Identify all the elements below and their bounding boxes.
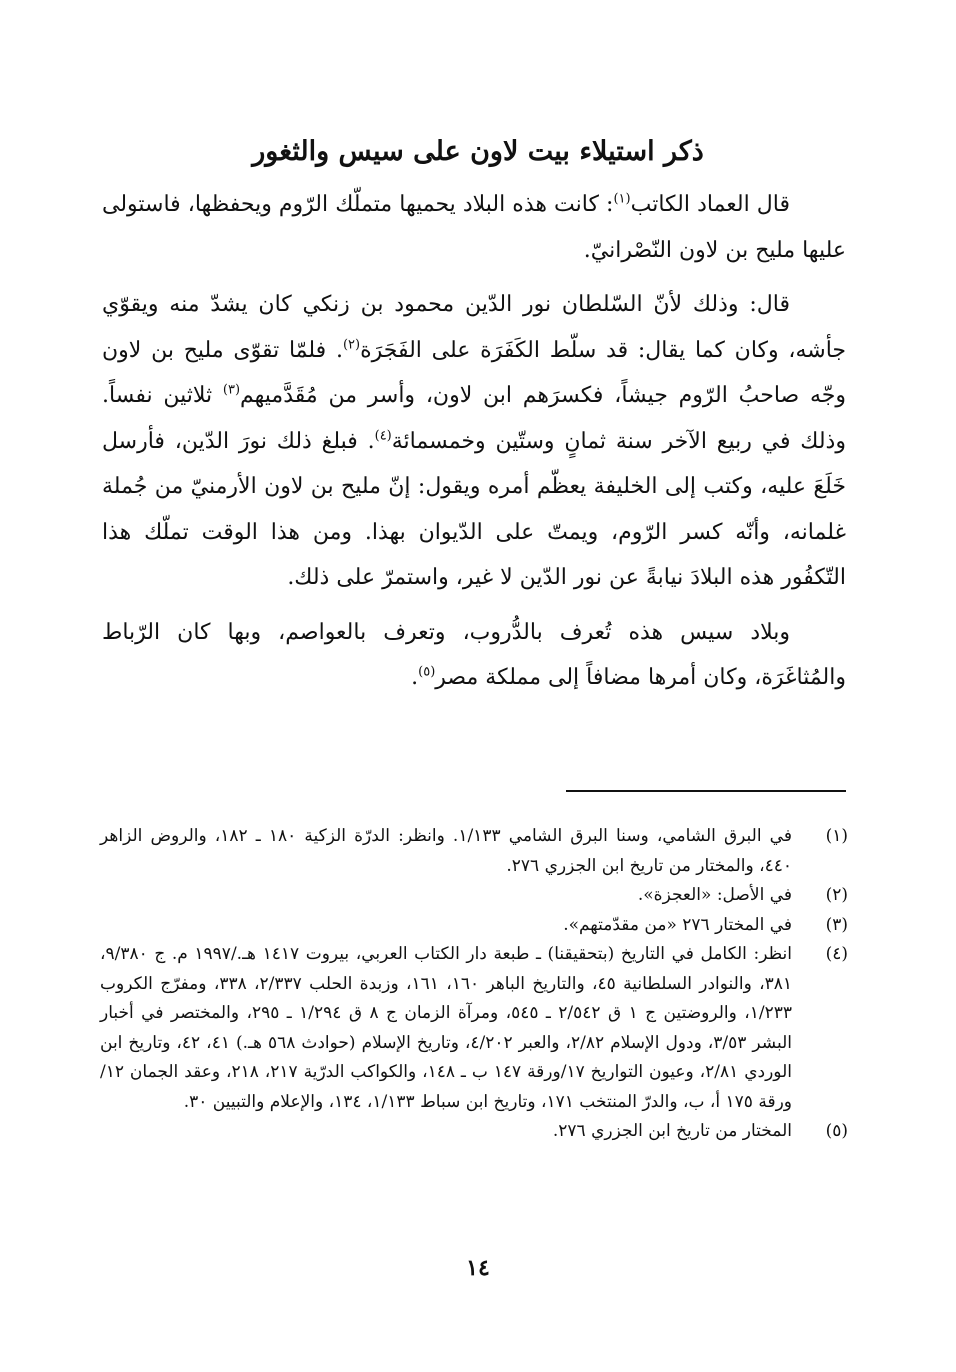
paragraph-1 — [102, 182, 846, 273]
footnote-number: (١) — [825, 826, 848, 846]
section-title: ذكر استيلاء بيت لاون على سيس والثغور — [252, 136, 704, 167]
page-number: ١٤ — [466, 1255, 490, 1281]
footnote-text: في البرق الشامي، وسنا البرق الشامي ١/١٣٣. وانظر: الدرّة الزكية ١٨٠ ـ ١٨٢، والروض الزاهر ٤٤٠، والمختار من تاريخ ابن الجزري ٢٧٦. — [100, 826, 792, 876]
main-text — [102, 182, 846, 710]
paragraph-text: . — [411, 665, 419, 690]
paragraph-text: قال: وذلك لأنّ السّلطان نور الدّين محمود بن زنكي كان يشدّ منه ويقوّي جأشه، وكان كما يقال: قد سلّط الكَفَرَة على الفَجَرَة — [102, 292, 847, 363]
footnote-number: (٤) — [825, 944, 848, 964]
footnote-ref-3[interactable]: (٣) — [222, 382, 241, 398]
footnote-4 — [100, 940, 848, 1117]
footnote-3 — [100, 911, 848, 941]
footnote-text: انظر: الكامل في التاريخ (بتحقيقنا) ـ طبعة دار الكتاب العربي، بيروت ١٤١٧ هـ./١٩٩٧ م. ج ٩/٣٨٠، ٣٨١، والنوادر السلطانية ٤٥، والتاريخ الباهر ١٦٠، ١٦١، وزبدة الحلب ٢/٣٣٧، ٣٣٨، ومفرّج الكروب ١/٢٣٣، والروضتين ج ١ ق ٢/٥٤٢ ـ ٥٤٥، ومرآة الزمان ج ٨ ق ١/٢٩٤ ـ ٢٩٥، والمختصر في أخبار البشر ٣/٥٣، ودول الإسلام ٢/٨٢، والعبر ٤/٢٠٢، وتاريخ الإسلام (حوادث ٥٦٨ هـ.) ٤١، ٤٢، وتاريخ ابن الوردي ٢/٨١، وعيون التواريخ ١٧/ورقة ١٤٧ ب ـ ١٤٨، والكواكب الدرّية ٢١٧، ٢١٨، وعقد الجمان ١٢/ورقة ١٧٥ أ، ب، والدرّ المنتخب ١٧١، وتاريخ ابن سباط ١/١٣٣، ١٣٤، والإعلام والتبيين ٣٠. — [100, 944, 793, 1112]
footnote-text: المختار من تاريخ ابن الجزري ٢٧٦. — [552, 1121, 792, 1141]
footnote-number: (٥) — [825, 1121, 848, 1141]
paragraph-3 — [102, 610, 846, 701]
footnote-divider — [566, 790, 846, 792]
paragraph-text: وبلاد سيس هذه تُعرف بالدُّروب، وتعرف بالعواصم، وبها كان الرّباط والمُثاغَرَة، وكان أمرها مضافاً إلى مملكة مصر — [102, 619, 846, 690]
footnote-ref-4[interactable]: (٤) — [374, 428, 392, 444]
footnotes-section — [100, 822, 848, 1147]
footnote-number: (٢) — [825, 885, 848, 905]
paragraph-2 — [102, 282, 846, 601]
paragraph-text: . فبلغ ذلك نورَ الدّين، فأرسل خَلَعَ عليه، وكتب إلى الخليفة يعظّم أمره ويقول: إنّ مليح بن لاون الأرمنيّ من جُملة غلمانه، وأنّه كسر الرّوم، ويمتّ على الدّيوان بهذا. ومن هذا الوقت تملّك هذا التّكفُور هذه البلادَ نيابةً عن نور الدّين لا غير، واستمرّ على ذلك. — [102, 428, 846, 590]
footnote-ref-2[interactable]: (٢) — [342, 337, 361, 353]
paragraph-text: . فلمّا تقوّى مليح بن لاون وجّه صاحبُ الرّوم جيشاً، فكسرَهم ابن لاون، وأسر من مُقَدَّميهم — [102, 337, 846, 408]
footnote-number: (٣) — [825, 914, 848, 935]
footnote-ref-5[interactable]: (٥) — [418, 664, 436, 680]
footnote-text: في المختار ٢٧٦ «من مقدّمتهم». — [563, 914, 792, 935]
paragraph-text: : كانت هذه البلاد يحميها متملّك الرّوم ويحفظها، فاستولى عليها مليح بن لاون النّصْرانيّ. — [102, 192, 846, 263]
footnote-1 — [100, 822, 848, 881]
footnote-text: في الأصل: «العجزة». — [637, 885, 792, 905]
footnote-2 — [100, 881, 848, 911]
paragraph-text: قال العماد الكاتب — [630, 192, 790, 217]
footnote-ref-1[interactable]: (١) — [613, 191, 631, 207]
paragraph-text: ثلاثين نفساً. وذلك في ربيع الآخر سنة ثمانٍ وستّين وخمسمائة — [102, 383, 846, 454]
footnote-5 — [100, 1117, 848, 1147]
